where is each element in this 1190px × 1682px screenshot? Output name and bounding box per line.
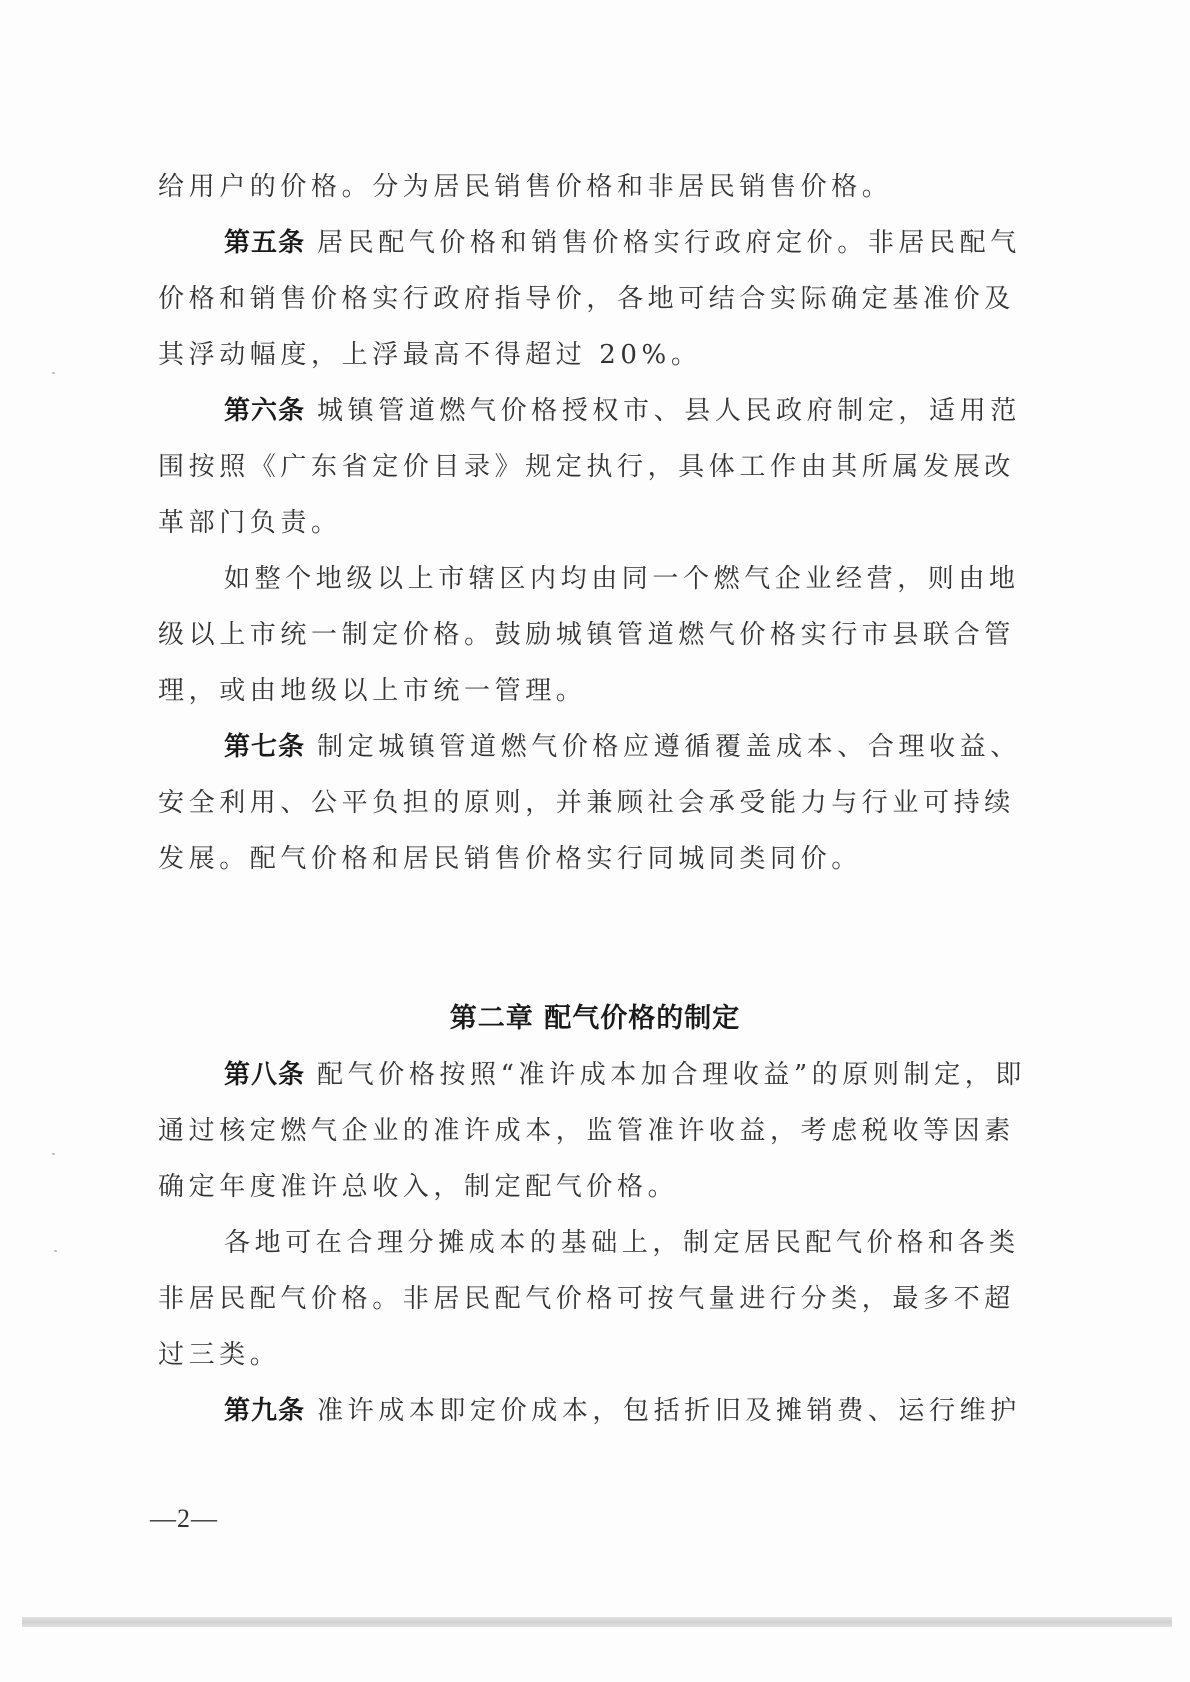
paragraph-line	[158, 447, 1068, 487]
line-text: 价格和销售价格实行政府指导价，各地可结合实际确定基准价及	[158, 284, 1015, 314]
paragraph-line	[158, 503, 1068, 543]
article-6-line	[224, 391, 1068, 431]
line-text: 革部门负责。	[158, 508, 342, 538]
line-text: 非居民配气价格。非居民配气价格可按气量进行分类，最多不超	[158, 1284, 1015, 1314]
line-text: 准许成本即定价成本，包括折旧及摊销费、运行维护	[317, 1396, 1021, 1426]
paragraph-line	[158, 671, 1068, 711]
article-label: 第六条	[224, 396, 306, 426]
paragraph-line	[158, 167, 1068, 207]
scan-speck	[52, 372, 55, 374]
line-text: 过三类。	[158, 1340, 281, 1370]
paragraph-line	[158, 615, 1068, 655]
article-8-line	[224, 1055, 1068, 1095]
paragraph-line	[224, 559, 1068, 599]
article-7-line	[224, 727, 1068, 767]
article-5-line	[224, 223, 1068, 263]
line-text: 给用户的价格。分为居民销售价格和非居民销售价格。	[158, 172, 893, 202]
scan-speck	[52, 1153, 55, 1155]
paragraph-line	[158, 1335, 1068, 1375]
line-text: 发展。配气价格和居民销售价格实行同城同类同价。	[158, 844, 862, 874]
paragraph-line	[158, 783, 1068, 823]
paragraph-line	[158, 1111, 1068, 1151]
line-text: 配气价格按照“准许成本加合理收益”的原则制定，即	[317, 1060, 1027, 1090]
chapter-heading: 第二章 配气价格的制定	[449, 1003, 741, 1034]
paragraph-line	[158, 1167, 1068, 1207]
line-text: 确定年度准许总收入，制定配气价格。	[158, 1172, 679, 1202]
paragraph-line	[158, 1279, 1068, 1319]
line-text: 如整个地级以上市辖区内均由同一个燃气企业经营，则由地	[224, 564, 1020, 594]
article-9-line	[224, 1391, 1068, 1431]
line-text: 其浮动幅度，上浮最高不得超过 20%。	[158, 340, 702, 370]
article-label: 第八条	[224, 1060, 306, 1090]
line-text: 居民配气价格和销售价格实行政府定价。非居民配气	[317, 228, 1021, 258]
line-text: 理，或由地级以上市统一管理。	[158, 676, 587, 706]
page-number: —2—	[150, 1504, 218, 1533]
line-text: 围按照《广东省定价目录》规定执行，具体工作由其所属发展改	[158, 452, 1015, 482]
paragraph-line	[158, 279, 1068, 319]
line-text: 通过核定燃气企业的准许成本，监管准许收益，考虑税收等因素	[158, 1116, 1015, 1146]
scan-edge-strip	[22, 1617, 1172, 1627]
line-text: 城镇管道燃气价格授权市、县人民政府制定，适用范	[317, 396, 1021, 426]
article-label: 第九条	[224, 1396, 306, 1426]
line-text: 安全利用、公平负担的原则，并兼顾社会承受能力与行业可持续	[158, 788, 1015, 818]
article-label: 第五条	[224, 228, 306, 258]
paragraph-line	[224, 1223, 1068, 1263]
line-text: 制定城镇管道燃气价格应遵循覆盖成本、合理收益、	[317, 732, 1021, 762]
line-text: 各地可在合理分摊成本的基础上，制定居民配气价格和各类	[224, 1228, 1020, 1258]
article-label: 第七条	[224, 732, 306, 762]
line-text: 级以上市统一制定价格。鼓励城镇管道燃气价格实行市县联合管	[158, 620, 1015, 650]
scan-speck	[54, 1250, 57, 1252]
paragraph-line	[158, 839, 1068, 879]
paragraph-line	[158, 335, 1068, 375]
